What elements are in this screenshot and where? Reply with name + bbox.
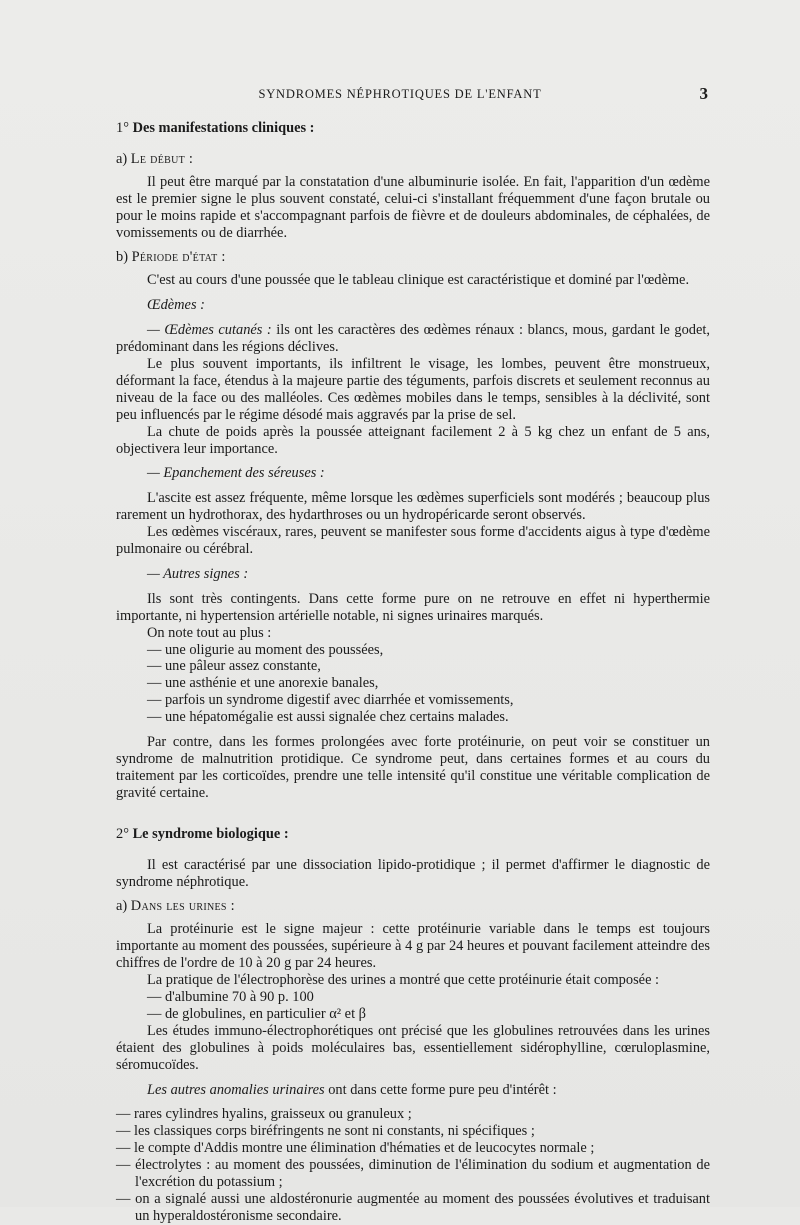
running-title: SYNDROMES NÉPHROTIQUES DE L'ENFANT: [258, 87, 542, 101]
page-number: 3: [699, 84, 708, 103]
subsection-debut-label: Le début :: [130, 150, 194, 167]
debut-paragraph: Il peut être marqué par la constatation d'une albuminurie isolée. En fait, l'apparition d'un œdème est le premier signe le plus souvent constaté, celui-ci s'installant fréquemment d'une façon brutale ou pour le moins rapide et s'accompagnant parfois de fièvre et de douleurs abdominales, de céphalées, de vomissements ou de diarrhée.: [116, 173, 710, 241]
subsection-prefix: b): [116, 249, 132, 266]
autres-signes-heading: — Autres signes :: [147, 565, 249, 582]
section-1-number: 1°: [116, 120, 129, 136]
urines-paragraph-2: La pratique de l'électrophorèse des urines a montré que cette protéinurie était composée :: [147, 972, 660, 989]
oedemes-heading: Œdèmes :: [147, 297, 205, 314]
page-body: [116, 118, 710, 1225]
autres-signes-paragraph: Ils sont très contingents. Dans cette forme pure on ne retrouve en effet ni hyperthermie importante, ni hypertension artérielle notable, ni signes urinaires marqués.: [116, 590, 710, 624]
urines-paragraph-3: Les études immuno-électrophorétiques ont précisé que les globulines retrouvées dans les urines étaient des globulines à poids moléculaires bas, essentiellement sidérophylline, cœruloplasmine, séromucoïdes.: [116, 1022, 710, 1073]
section-1-title: Des manifestations cliniques :: [132, 120, 315, 136]
oedemes-paragraph-2: Le plus souvent importants, ils infiltrent le visage, les lombes, peuvent être monstrueux, déformant la face, étendus à la majeure partie des téguments, parfois discrets et seulement reconnus au niveau de la face ou des malléoles. Ces œdèmes mobiles dans le temps, sensibles à la déclivité, sont peu influencés par le régime désodé mais aggravés par la prise de sel.: [116, 355, 710, 423]
subsection-periode-heading: [116, 249, 710, 266]
urines-paragraph-1: La protéinurie est le signe majeur : cette protéinurie variable dans le temps est toujours importante au moment des poussées, supérieure à 4 g par 24 heures et pouvant facilement atteindre des chiffres de l'ordre de 10 à 20 g par 24 heures.: [116, 921, 710, 972]
list-item: — une hépatomégalie est aussi signalée chez certains malades.: [147, 709, 509, 726]
list-item: — rares cylindres hyalins, graisseux ou granuleux ;: [116, 1106, 412, 1123]
list-item: — une asthénie et une anorexie banales,: [147, 675, 379, 692]
autres-signes-intro: On note tout au plus :: [147, 624, 272, 641]
list-item: — parfois un syndrome digestif avec diarrhée et vomissements,: [147, 692, 514, 709]
epanchement-paragraph-1: L'ascite est assez fréquente, même lorsque les œdèmes superficiels sont modérés ; beaucoup plus rarement un hydrothorax, des hydarthroses ou un hydropéricarde seront observés.: [116, 490, 710, 524]
autres-anomalies-label: Les autres anomalies urinaires: [147, 1081, 325, 1098]
autres-signes-final-paragraph: Par contre, dans les formes prolongées avec forte protéinurie, on peut voir se constituer un syndrome de malnutrition protidique. Ce syndrome peut, dans certaines formes et au cours du traitement par les corticoïdes, prendre une telle intensité qu'il constitue une véritable complication de gravité certaine.: [116, 734, 710, 801]
section-2-number: 2°: [116, 825, 129, 842]
subsection-prefix: a): [116, 898, 131, 915]
epanchement-paragraph-2: Les œdèmes viscéraux, rares, peuvent se manifester sous forme d'accidents aigus à type d'œdème pulmonaire ou cérébral.: [116, 524, 710, 558]
subsection-urines-heading: [116, 898, 710, 915]
list-item: — d'albumine 70 à 90 p. 100: [147, 988, 314, 1005]
section-2-intro: Il est caractérisé par une dissociation lipido-protidique ; il permet d'affirmer le diagnostic de syndrome néphrotique.: [116, 856, 710, 890]
list-item: — les classiques corps biréfringents ne sont ni constants, ni spécifiques ;: [116, 1123, 535, 1140]
list-item: — une pâleur assez constante,: [147, 658, 321, 675]
list-item: — électrolytes : au moment des poussées, diminution de l'élimination du sodium et augmentation de l'excrétion du potassium ;: [116, 1157, 710, 1191]
oedemes-paragraph-3: La chute de poids après la poussée atteignant facilement 2 à 5 kg chez un enfant de 5 ans, objectivera leur importance.: [116, 423, 710, 457]
oedemes-cutanes-text: ils ont les caractères des œdèmes rénaux : blancs, mous, gardant le godet, prédominant dans les régions déclives.: [116, 322, 710, 356]
list-item: — de globulines, en particulier α² et β: [147, 1005, 366, 1022]
oedemes-cutanes-paragraph: [116, 322, 710, 356]
list-item: — on a signalé aussi une aldostéronurie augmentée au moment des poussées évolutives et traduisant un hyperaldostéronisme secondaire.: [116, 1190, 710, 1224]
autres-anomalies-text: ont dans cette forme pure peu d'intérêt :: [324, 1081, 557, 1098]
subsection-debut-heading: [116, 151, 710, 168]
oedemes-cutanes-label: — Œdèmes cutanés :: [147, 322, 272, 339]
periode-intro: C'est au cours d'une poussée que le tableau clinique est caractéristique et dominé par l'œdème.: [147, 272, 690, 289]
section-spacer: [116, 802, 710, 824]
subsection-urines-label: Dans les urines :: [130, 898, 235, 915]
section-2-heading: [116, 826, 710, 843]
section-1-heading: [116, 120, 710, 137]
list-item: — le compte d'Addis montre une élimination d'hématies et de leucocytes normale ;: [116, 1140, 595, 1157]
autres-anomalies-paragraph: [116, 1082, 710, 1099]
subsection-prefix: a): [116, 150, 131, 167]
subsection-periode-label: Période d'état :: [131, 249, 226, 266]
epanchement-heading: — Epanchement des séreuses :: [147, 465, 325, 482]
section-2-title: Le syndrome biologique :: [132, 825, 289, 842]
list-item: — une oligurie au moment des poussées,: [147, 641, 384, 658]
